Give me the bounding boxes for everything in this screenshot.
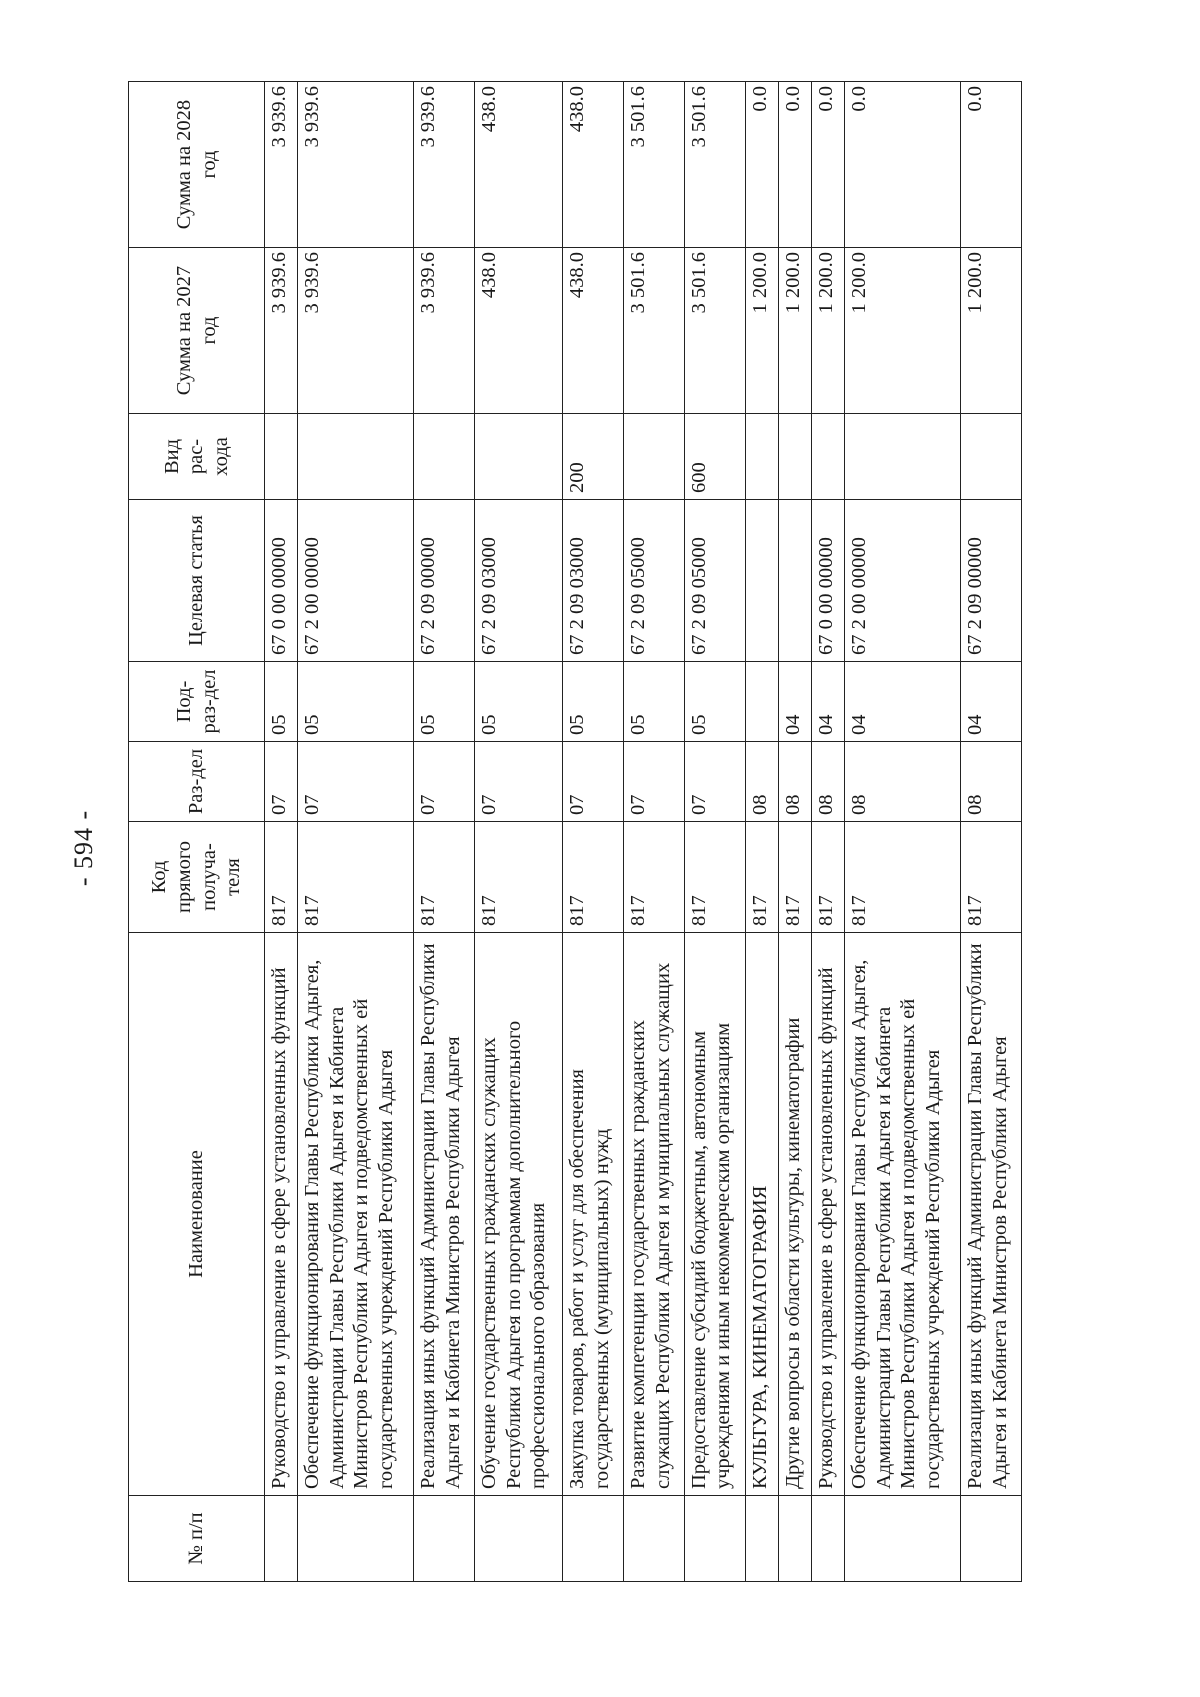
cell-name: Руководство и управление в сфере установленных функций xyxy=(265,933,298,1496)
cell-code: 817 xyxy=(778,822,811,933)
cell-sum-2028: 3 501.6 xyxy=(624,82,685,248)
cell-sum-2027: 1 200.0 xyxy=(961,248,1022,414)
cell-podrazdel: 05 xyxy=(414,662,475,742)
header-no: № п/п xyxy=(129,1496,265,1582)
cell-code: 817 xyxy=(414,822,475,933)
cell-sum-2028: 3 501.6 xyxy=(684,82,745,248)
cell-target: 67 2 09 03000 xyxy=(563,500,624,662)
header-name: Наименование xyxy=(129,933,265,1496)
table-row xyxy=(474,82,562,1582)
header-sum-2028: Сумма на 2028 год xyxy=(129,82,265,248)
cell-no xyxy=(265,1496,298,1582)
table-row xyxy=(745,82,778,1582)
cell-name: Другие вопросы в области культуры, кинематографии xyxy=(778,933,811,1496)
cell-sum-2027: 1 200.0 xyxy=(845,248,961,414)
cell-podrazdel: 04 xyxy=(961,662,1022,742)
cell-name: Реализация иных функций Администрации Главы Республики Адыгея и Кабинета Министров Республики Адыгея xyxy=(961,933,1022,1496)
cell-target: 67 2 00 00000 xyxy=(298,500,414,662)
table-row xyxy=(265,82,298,1582)
cell-name: Реализация иных функций Администрации Главы Республики Адыгея и Кабинета Министров Республики Адыгея xyxy=(414,933,475,1496)
cell-podrazdel: 05 xyxy=(684,662,745,742)
cell-name: Обучение государственных гражданских служащих Республики Адыгея по программам дополнительного профессионального образования xyxy=(474,933,562,1496)
page-number: - 594 - xyxy=(69,809,98,887)
cell-vid xyxy=(414,414,475,500)
cell-razdel: 08 xyxy=(778,742,811,822)
table-row xyxy=(812,82,845,1582)
cell-no xyxy=(474,1496,562,1582)
header-sum-2027: Сумма на 2027 год xyxy=(129,248,265,414)
cell-razdel: 08 xyxy=(961,742,1022,822)
budget-table xyxy=(128,81,1022,1582)
cell-no xyxy=(745,1496,778,1582)
cell-podrazdel: 05 xyxy=(624,662,685,742)
cell-no xyxy=(812,1496,845,1582)
cell-sum-2027: 3 939.6 xyxy=(414,248,475,414)
cell-podrazdel: 05 xyxy=(474,662,562,742)
table-row xyxy=(845,82,961,1582)
cell-code: 817 xyxy=(563,822,624,933)
cell-razdel: 07 xyxy=(474,742,562,822)
cell-vid xyxy=(624,414,685,500)
cell-sum-2027: 3 501.6 xyxy=(624,248,685,414)
cell-razdel: 07 xyxy=(265,742,298,822)
cell-no xyxy=(961,1496,1022,1582)
cell-vid xyxy=(265,414,298,500)
cell-vid xyxy=(745,414,778,500)
cell-sum-2027: 3 939.6 xyxy=(265,248,298,414)
cell-vid: 600 xyxy=(684,414,745,500)
cell-vid: 200 xyxy=(563,414,624,500)
cell-sum-2028: 3 939.6 xyxy=(298,82,414,248)
cell-target: 67 0 00 00000 xyxy=(812,500,845,662)
cell-razdel: 07 xyxy=(414,742,475,822)
cell-target xyxy=(745,500,778,662)
cell-code: 817 xyxy=(845,822,961,933)
cell-podrazdel: 04 xyxy=(812,662,845,742)
cell-sum-2027: 438.0 xyxy=(563,248,624,414)
cell-vid xyxy=(474,414,562,500)
cell-name: Обеспечение функционирования Главы Республики Адыгея, Администрации Главы Республики Адыгея и Кабинета Министров Республики Адыгея и подведомственных ей государственных учреждений Республики Адыгея xyxy=(845,933,961,1496)
cell-target: 67 2 00 00000 xyxy=(845,500,961,662)
cell-sum-2027: 1 200.0 xyxy=(812,248,845,414)
cell-sum-2028: 3 939.6 xyxy=(414,82,475,248)
cell-target: 67 2 09 05000 xyxy=(684,500,745,662)
cell-razdel: 08 xyxy=(845,742,961,822)
cell-code: 817 xyxy=(298,822,414,933)
cell-vid xyxy=(778,414,811,500)
cell-no xyxy=(624,1496,685,1582)
header-code: Код прямого получа-теля xyxy=(129,822,265,933)
cell-podrazdel: 05 xyxy=(563,662,624,742)
cell-sum-2028: 3 939.6 xyxy=(265,82,298,248)
cell-code: 817 xyxy=(265,822,298,933)
cell-target: 67 2 09 05000 xyxy=(624,500,685,662)
cell-sum-2027: 438.0 xyxy=(474,248,562,414)
table-row xyxy=(778,82,811,1582)
cell-name: Руководство и управление в сфере установленных функций xyxy=(812,933,845,1496)
table-row xyxy=(298,82,414,1582)
cell-sum-2028: 0.0 xyxy=(812,82,845,248)
cell-target: 67 2 09 00000 xyxy=(414,500,475,662)
cell-sum-2027: 3 939.6 xyxy=(298,248,414,414)
header-podrazdel: Под-раз-дел xyxy=(129,662,265,742)
cell-sum-2027: 1 200.0 xyxy=(778,248,811,414)
cell-podrazdel xyxy=(745,662,778,742)
cell-code: 817 xyxy=(684,822,745,933)
table-row xyxy=(563,82,624,1582)
cell-no xyxy=(778,1496,811,1582)
cell-name: Закупка товаров, работ и услуг для обеспечения государственных (муниципальных) нужд xyxy=(563,933,624,1496)
cell-target: 67 2 09 00000 xyxy=(961,500,1022,662)
cell-code: 817 xyxy=(961,822,1022,933)
cell-sum-2028: 0.0 xyxy=(778,82,811,248)
cell-name: Предоставление субсидий бюджетным, автономным учреждениям и иным некоммерческим организациям xyxy=(684,933,745,1496)
cell-no xyxy=(684,1496,745,1582)
table-row xyxy=(961,82,1022,1582)
table-header-row xyxy=(129,82,265,1582)
header-target: Целевая статья xyxy=(129,500,265,662)
cell-razdel: 07 xyxy=(684,742,745,822)
cell-sum-2028: 0.0 xyxy=(961,82,1022,248)
cell-code: 817 xyxy=(812,822,845,933)
cell-no xyxy=(298,1496,414,1582)
cell-code: 817 xyxy=(745,822,778,933)
budget-table-container xyxy=(128,82,1022,1582)
table-row xyxy=(684,82,745,1582)
cell-name: Обеспечение функционирования Главы Республики Адыгея, Администрации Главы Республики Адыгея и Кабинета Министров Республики Адыгея и подведомственных ей государственных учреждений Республики Адыгея xyxy=(298,933,414,1496)
cell-name: Развитие компетенции государственных гражданских служащих Республики Адыгея и муниципальных служащих xyxy=(624,933,685,1496)
table-row xyxy=(624,82,685,1582)
cell-razdel: 08 xyxy=(745,742,778,822)
cell-podrazdel: 04 xyxy=(845,662,961,742)
cell-podrazdel: 05 xyxy=(298,662,414,742)
cell-sum-2028: 0.0 xyxy=(745,82,778,248)
cell-sum-2027: 1 200.0 xyxy=(745,248,778,414)
cell-podrazdel: 05 xyxy=(265,662,298,742)
cell-sum-2027: 3 501.6 xyxy=(684,248,745,414)
cell-sum-2028: 438.0 xyxy=(474,82,562,248)
cell-no xyxy=(414,1496,475,1582)
cell-podrazdel: 04 xyxy=(778,662,811,742)
cell-vid xyxy=(845,414,961,500)
cell-razdel: 07 xyxy=(298,742,414,822)
cell-name: КУЛЬТУРА, КИНЕМАТОГРАФИЯ xyxy=(745,933,778,1496)
cell-vid xyxy=(812,414,845,500)
cell-no xyxy=(845,1496,961,1582)
cell-razdel: 08 xyxy=(812,742,845,822)
table-row xyxy=(414,82,475,1582)
cell-razdel: 07 xyxy=(624,742,685,822)
cell-razdel: 07 xyxy=(563,742,624,822)
cell-target: 67 0 00 00000 xyxy=(265,500,298,662)
cell-code: 817 xyxy=(474,822,562,933)
header-vid: Вид рас-хода xyxy=(129,414,265,500)
cell-target: 67 2 09 03000 xyxy=(474,500,562,662)
cell-target xyxy=(778,500,811,662)
cell-no xyxy=(563,1496,624,1582)
cell-sum-2028: 438.0 xyxy=(563,82,624,248)
cell-code: 817 xyxy=(624,822,685,933)
header-razdel: Раз-дел xyxy=(129,742,265,822)
cell-vid xyxy=(961,414,1022,500)
cell-vid xyxy=(298,414,414,500)
cell-sum-2028: 0.0 xyxy=(845,82,961,248)
